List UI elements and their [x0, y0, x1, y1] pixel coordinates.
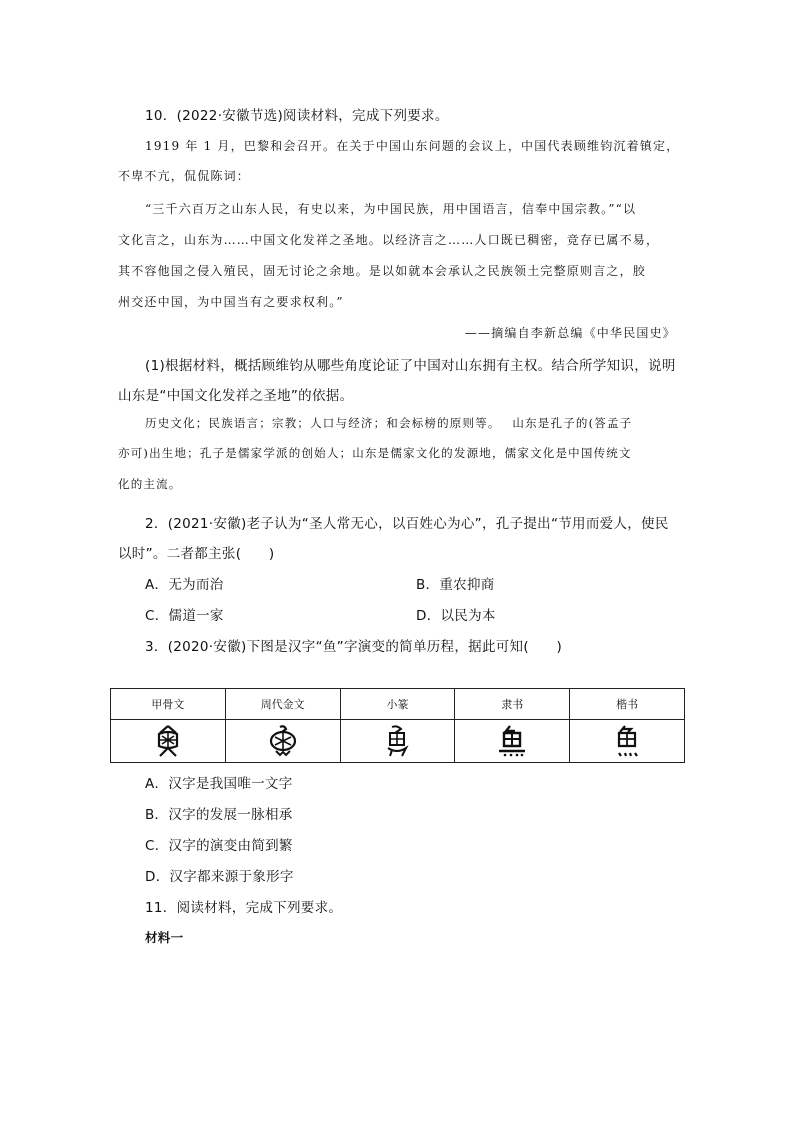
- glyph-cell: [225, 720, 340, 763]
- q11-material-label: 材料一: [145, 930, 184, 945]
- q10-quote-line: “三千六百万之山东人民，有史以来，为中国民族，用中国语言，信奉中国宗教。”“以: [145, 202, 637, 216]
- q3-option-d: D．汉字都来源于象形字: [145, 869, 294, 885]
- q10-subquestion-line: (1)根据材料，概括顾维钧从哪些角度论证了中国对山东拥有主权。结合所学知识，说明: [145, 358, 676, 374]
- glyph-cell: [111, 720, 226, 763]
- q2-stem-line: 以时”。二者都主张( ): [118, 546, 275, 562]
- q2-stem-line: 2．(2021·安徽)老子认为“圣人常无心，以百姓心为心”，孔子提出“节用而爱人，使民: [145, 516, 669, 532]
- q10-quote-line: 文化言之，山东为……中国文化发祥之圣地。以经济言之……人口既已稠密，竞存已属不易，: [118, 233, 660, 247]
- q10-source-citation: ——摘编自李新总编《中华民国史》: [464, 326, 676, 340]
- q10-subquestion-line: 山东是“中国文化发祥之圣地”的依据。: [118, 388, 354, 404]
- seal-script-fish-icon: [380, 724, 414, 758]
- q2-option-b: B．重农抑商: [416, 577, 495, 593]
- q10-paragraph-line: 不卑不亢，侃侃陈词：: [118, 169, 251, 183]
- q11-heading: 11．阅读材料，完成下列要求。: [145, 900, 343, 916]
- table-header-cell: 楷书: [570, 689, 685, 720]
- glyph-cell: [340, 720, 455, 763]
- q10-quote-line: 其不容他国之侵入殖民，固无讨论之余地。是以如就本会承认之民族领土完整原则言之，胶: [118, 264, 647, 278]
- q3-option-b: B．汉字的发展一脉相承: [145, 807, 293, 823]
- oracle-bone-fish-icon: [151, 724, 185, 758]
- q2-option-c: C．儒道一家: [145, 608, 224, 624]
- q10-answer-line: 历史文化；民族语言；宗教；人口与经济；和会标榜的原则等。 山东是孔子的(答孟子: [145, 416, 633, 430]
- regular-script-fish-icon: [610, 724, 644, 758]
- q2-option-a: A．无为而治: [145, 577, 224, 593]
- q10-quote-line: 州交还中国，为中国当有之要求权利。”: [118, 295, 344, 309]
- q10-heading: 10．(2022·安徽节选)阅读材料，完成下列要求。: [145, 108, 449, 124]
- table-header-cell: 隶书: [455, 689, 570, 720]
- table-header-cell: 甲骨文: [111, 689, 226, 720]
- q10-answer-line: 化的主流。: [118, 477, 182, 491]
- table-header-cell: 周代金文: [225, 689, 340, 720]
- q3-option-a: A．汉字是我国唯一文字: [145, 776, 293, 792]
- table-header-cell: 小篆: [340, 689, 455, 720]
- q2-option-d: D．以民为本: [416, 608, 496, 624]
- bronze-script-fish-icon: [266, 724, 300, 758]
- q3-stem: 3．(2020·安徽)下图是汉字“鱼”字演变的简单历程，据此可知( ): [145, 639, 563, 655]
- q10-paragraph-line: 1919 年 1 月，巴黎和会召开。在关于中国山东问题的会议上，中国代表顾维钧沉着镇定，: [145, 139, 680, 153]
- clerical-script-fish-icon: [495, 724, 529, 758]
- glyph-cell: [455, 720, 570, 763]
- fish-character-evolution-table: [110, 688, 685, 763]
- glyph-cell: [570, 720, 685, 763]
- q10-answer-line: 亦可)出生地；孔子是儒家学派的创始人；山东是儒家文化的发源地，儒家文化是中国传统文: [118, 446, 632, 460]
- q3-option-c: C．汉字的演变由简到繁: [145, 838, 293, 854]
